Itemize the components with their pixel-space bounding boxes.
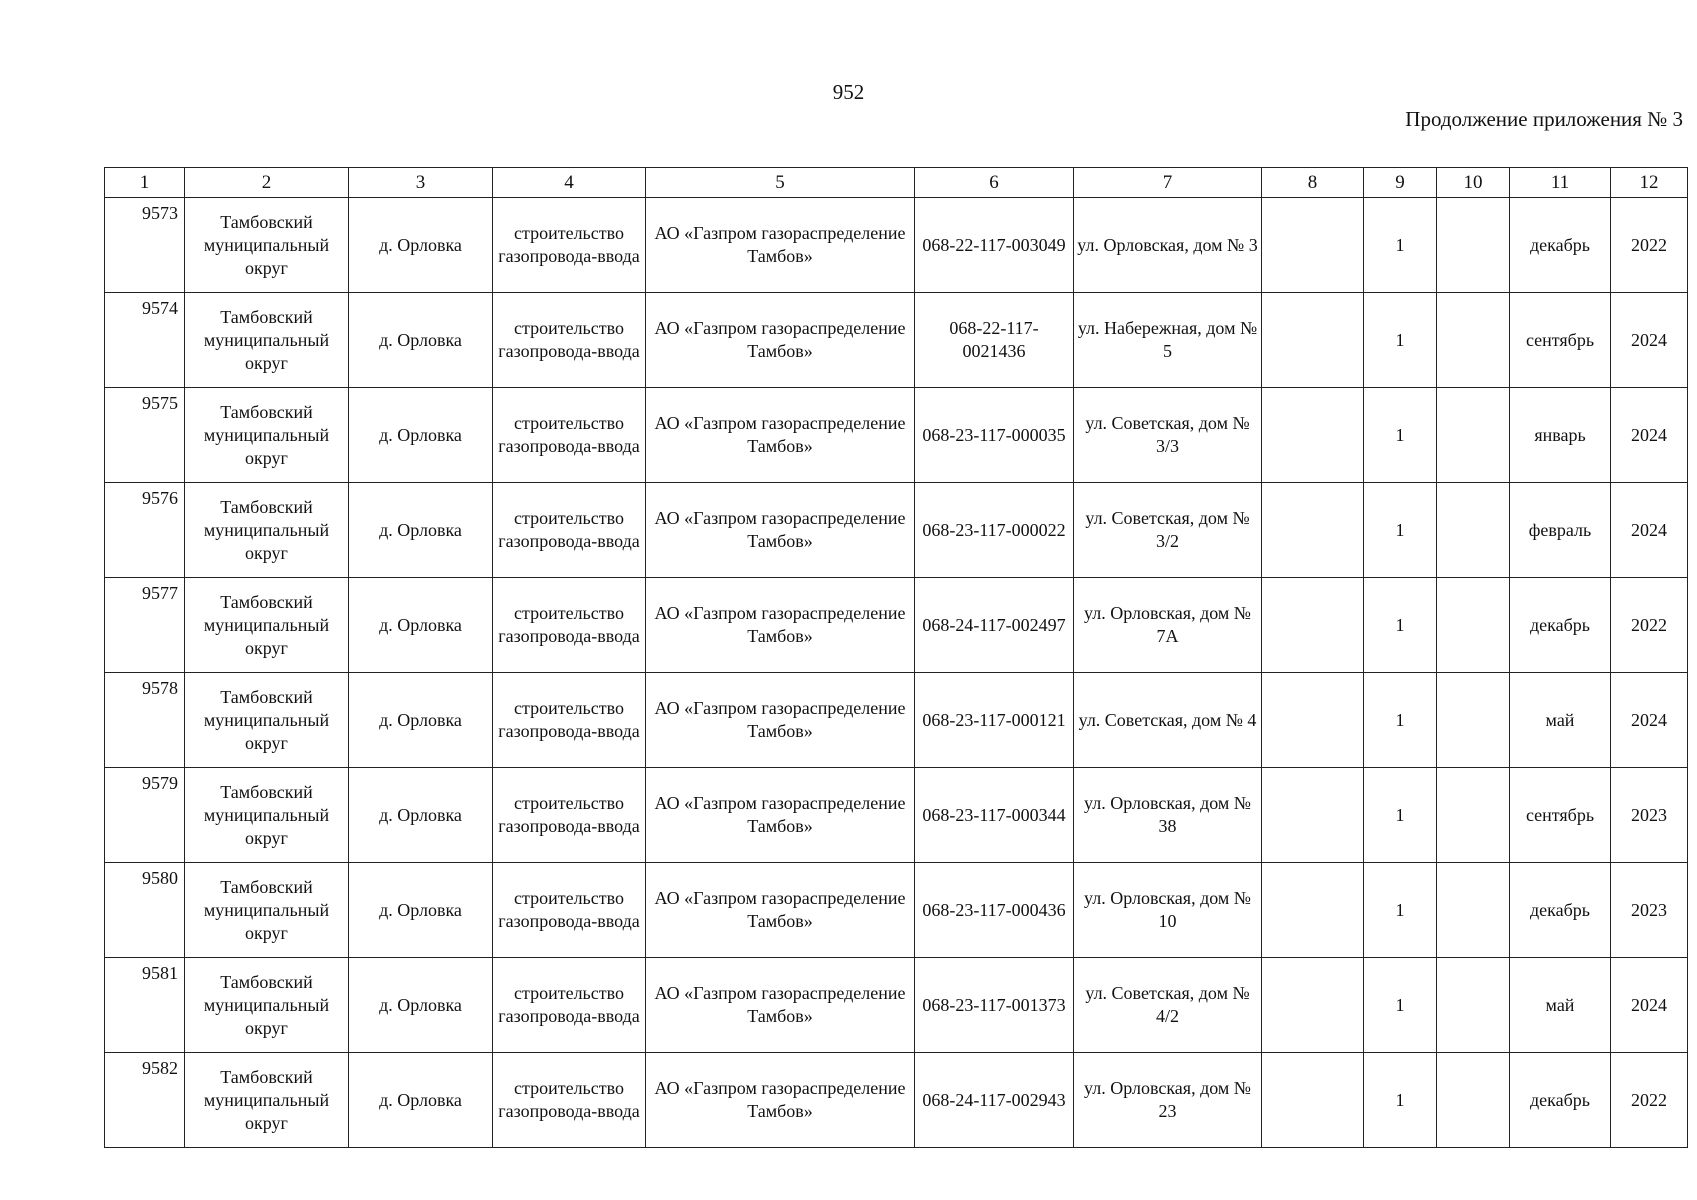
quantity-cell: 1 [1364, 483, 1437, 578]
year-cell: 2024 [1611, 958, 1688, 1053]
table-row [105, 958, 1688, 1053]
col-10-cell [1437, 483, 1510, 578]
month-cell: май [1510, 673, 1611, 768]
col-10-cell [1437, 863, 1510, 958]
organization-cell: АО «Газпром газораспределение Тамбов» [646, 863, 915, 958]
table-row [105, 293, 1688, 388]
work-type-cell: строительство газопровода-ввода [493, 958, 646, 1053]
col-8-cell [1262, 958, 1364, 1053]
table-row [105, 198, 1688, 293]
year-cell: 2024 [1611, 673, 1688, 768]
settlement-cell: д. Орловка [349, 483, 493, 578]
row-number-cell: 9578 [105, 673, 185, 768]
row-number-cell: 9576 [105, 483, 185, 578]
address-cell: ул. Орловская, дом № 38 [1074, 768, 1262, 863]
col-8-cell [1262, 198, 1364, 293]
quantity-cell: 1 [1364, 768, 1437, 863]
col-8-cell [1262, 1053, 1364, 1148]
column-header: 6 [915, 168, 1074, 198]
municipality-cell: Тамбовский муниципальный округ [185, 673, 349, 768]
table-row [105, 768, 1688, 863]
registry-number-cell: 068-23-117-000121 [915, 673, 1074, 768]
address-cell: ул. Орловская, дом № 7А [1074, 578, 1262, 673]
col-10-cell [1437, 293, 1510, 388]
month-cell: декабрь [1510, 863, 1611, 958]
appendix-continuation-note: Продолжение приложения № 3 [1405, 107, 1683, 131]
column-header: 8 [1262, 168, 1364, 198]
organization-cell: АО «Газпром газораспределение Тамбов» [646, 198, 915, 293]
month-cell: январь [1510, 388, 1611, 483]
table-row [105, 863, 1688, 958]
col-10-cell [1437, 388, 1510, 483]
month-cell: май [1510, 958, 1611, 1053]
municipality-cell: Тамбовский муниципальный округ [185, 1053, 349, 1148]
address-cell: ул. Советская, дом № 4/2 [1074, 958, 1262, 1053]
page-number: 952 [832, 80, 865, 104]
column-header: 3 [349, 168, 493, 198]
organization-cell: АО «Газпром газораспределение Тамбов» [646, 483, 915, 578]
column-header: 9 [1364, 168, 1437, 198]
address-cell: ул. Орловская, дом № 3 [1074, 198, 1262, 293]
register-table [104, 167, 1688, 1148]
row-number-cell: 9574 [105, 293, 185, 388]
col-8-cell [1262, 768, 1364, 863]
month-cell: февраль [1510, 483, 1611, 578]
column-number-row [105, 168, 1688, 198]
column-header: 11 [1510, 168, 1611, 198]
col-10-cell [1437, 198, 1510, 293]
year-cell: 2023 [1611, 768, 1688, 863]
work-type-cell: строительство газопровода-ввода [493, 863, 646, 958]
registry-number-cell: 068-22-117-0021436 [915, 293, 1074, 388]
column-header: 12 [1611, 168, 1688, 198]
quantity-cell: 1 [1364, 293, 1437, 388]
month-cell: сентябрь [1510, 293, 1611, 388]
col-8-cell [1262, 293, 1364, 388]
col-10-cell [1437, 578, 1510, 673]
municipality-cell: Тамбовский муниципальный округ [185, 768, 349, 863]
col-8-cell [1262, 673, 1364, 768]
organization-cell: АО «Газпром газораспределение Тамбов» [646, 673, 915, 768]
row-number-cell: 9579 [105, 768, 185, 863]
month-cell: декабрь [1510, 578, 1611, 673]
settlement-cell: д. Орловка [349, 293, 493, 388]
quantity-cell: 1 [1364, 578, 1437, 673]
municipality-cell: Тамбовский муниципальный округ [185, 958, 349, 1053]
work-type-cell: строительство газопровода-ввода [493, 388, 646, 483]
registry-number-cell: 068-23-117-000022 [915, 483, 1074, 578]
organization-cell: АО «Газпром газораспределение Тамбов» [646, 958, 915, 1053]
column-header: 4 [493, 168, 646, 198]
col-8-cell [1262, 863, 1364, 958]
work-type-cell: строительство газопровода-ввода [493, 198, 646, 293]
quantity-cell: 1 [1364, 863, 1437, 958]
column-header: 1 [105, 168, 185, 198]
row-number-cell: 9575 [105, 388, 185, 483]
year-cell: 2024 [1611, 388, 1688, 483]
year-cell: 2022 [1611, 578, 1688, 673]
month-cell: сентябрь [1510, 768, 1611, 863]
registry-number-cell: 068-23-117-001373 [915, 958, 1074, 1053]
table-body [105, 198, 1688, 1148]
col-8-cell [1262, 388, 1364, 483]
column-header: 10 [1437, 168, 1510, 198]
column-header: 7 [1074, 168, 1262, 198]
row-number-cell: 9581 [105, 958, 185, 1053]
work-type-cell: строительство газопровода-ввода [493, 578, 646, 673]
year-cell: 2022 [1611, 1053, 1688, 1148]
col-8-cell [1262, 483, 1364, 578]
column-header: 5 [646, 168, 915, 198]
year-cell: 2024 [1611, 293, 1688, 388]
col-10-cell [1437, 673, 1510, 768]
organization-cell: АО «Газпром газораспределение Тамбов» [646, 388, 915, 483]
registry-number-cell: 068-22-117-003049 [915, 198, 1074, 293]
month-cell: декабрь [1510, 198, 1611, 293]
col-10-cell [1437, 768, 1510, 863]
col-10-cell [1437, 1053, 1510, 1148]
row-number-cell: 9577 [105, 578, 185, 673]
quantity-cell: 1 [1364, 958, 1437, 1053]
settlement-cell: д. Орловка [349, 578, 493, 673]
quantity-cell: 1 [1364, 673, 1437, 768]
row-number-cell: 9582 [105, 1053, 185, 1148]
column-header: 2 [185, 168, 349, 198]
col-8-cell [1262, 578, 1364, 673]
municipality-cell: Тамбовский муниципальный округ [185, 198, 349, 293]
table-row [105, 483, 1688, 578]
registry-number-cell: 068-23-117-000436 [915, 863, 1074, 958]
municipality-cell: Тамбовский муниципальный округ [185, 863, 349, 958]
row-number-cell: 9580 [105, 863, 185, 958]
quantity-cell: 1 [1364, 388, 1437, 483]
work-type-cell: строительство газопровода-ввода [493, 293, 646, 388]
municipality-cell: Тамбовский муниципальный округ [185, 293, 349, 388]
municipality-cell: Тамбовский муниципальный округ [185, 388, 349, 483]
year-cell: 2024 [1611, 483, 1688, 578]
table-row [105, 673, 1688, 768]
settlement-cell: д. Орловка [349, 1053, 493, 1148]
address-cell: ул. Набережная, дом № 5 [1074, 293, 1262, 388]
work-type-cell: строительство газопровода-ввода [493, 483, 646, 578]
row-number-cell: 9573 [105, 198, 185, 293]
work-type-cell: строительство газопровода-ввода [493, 673, 646, 768]
table-row [105, 1053, 1688, 1148]
settlement-cell: д. Орловка [349, 768, 493, 863]
organization-cell: АО «Газпром газораспределение Тамбов» [646, 578, 915, 673]
registry-number-cell: 068-23-117-000035 [915, 388, 1074, 483]
address-cell: ул. Орловская, дом № 10 [1074, 863, 1262, 958]
settlement-cell: д. Орловка [349, 198, 493, 293]
registry-number-cell: 068-23-117-000344 [915, 768, 1074, 863]
table-row [105, 578, 1688, 673]
registry-number-cell: 068-24-117-002497 [915, 578, 1074, 673]
settlement-cell: д. Орловка [349, 388, 493, 483]
organization-cell: АО «Газпром газораспределение Тамбов» [646, 768, 915, 863]
year-cell: 2022 [1611, 198, 1688, 293]
settlement-cell: д. Орловка [349, 673, 493, 768]
settlement-cell: д. Орловка [349, 863, 493, 958]
col-10-cell [1437, 958, 1510, 1053]
month-cell: декабрь [1510, 1053, 1611, 1148]
table-row [105, 388, 1688, 483]
settlement-cell: д. Орловка [349, 958, 493, 1053]
address-cell: ул. Советская, дом № 3/2 [1074, 483, 1262, 578]
municipality-cell: Тамбовский муниципальный округ [185, 483, 349, 578]
registry-number-cell: 068-24-117-002943 [915, 1053, 1074, 1148]
work-type-cell: строительство газопровода-ввода [493, 768, 646, 863]
address-cell: ул. Советская, дом № 3/3 [1074, 388, 1262, 483]
organization-cell: АО «Газпром газораспределение Тамбов» [646, 293, 915, 388]
organization-cell: АО «Газпром газораспределение Тамбов» [646, 1053, 915, 1148]
address-cell: ул. Орловская, дом № 23 [1074, 1053, 1262, 1148]
work-type-cell: строительство газопровода-ввода [493, 1053, 646, 1148]
year-cell: 2023 [1611, 863, 1688, 958]
municipality-cell: Тамбовский муниципальный округ [185, 578, 349, 673]
quantity-cell: 1 [1364, 198, 1437, 293]
quantity-cell: 1 [1364, 1053, 1437, 1148]
address-cell: ул. Советская, дом № 4 [1074, 673, 1262, 768]
